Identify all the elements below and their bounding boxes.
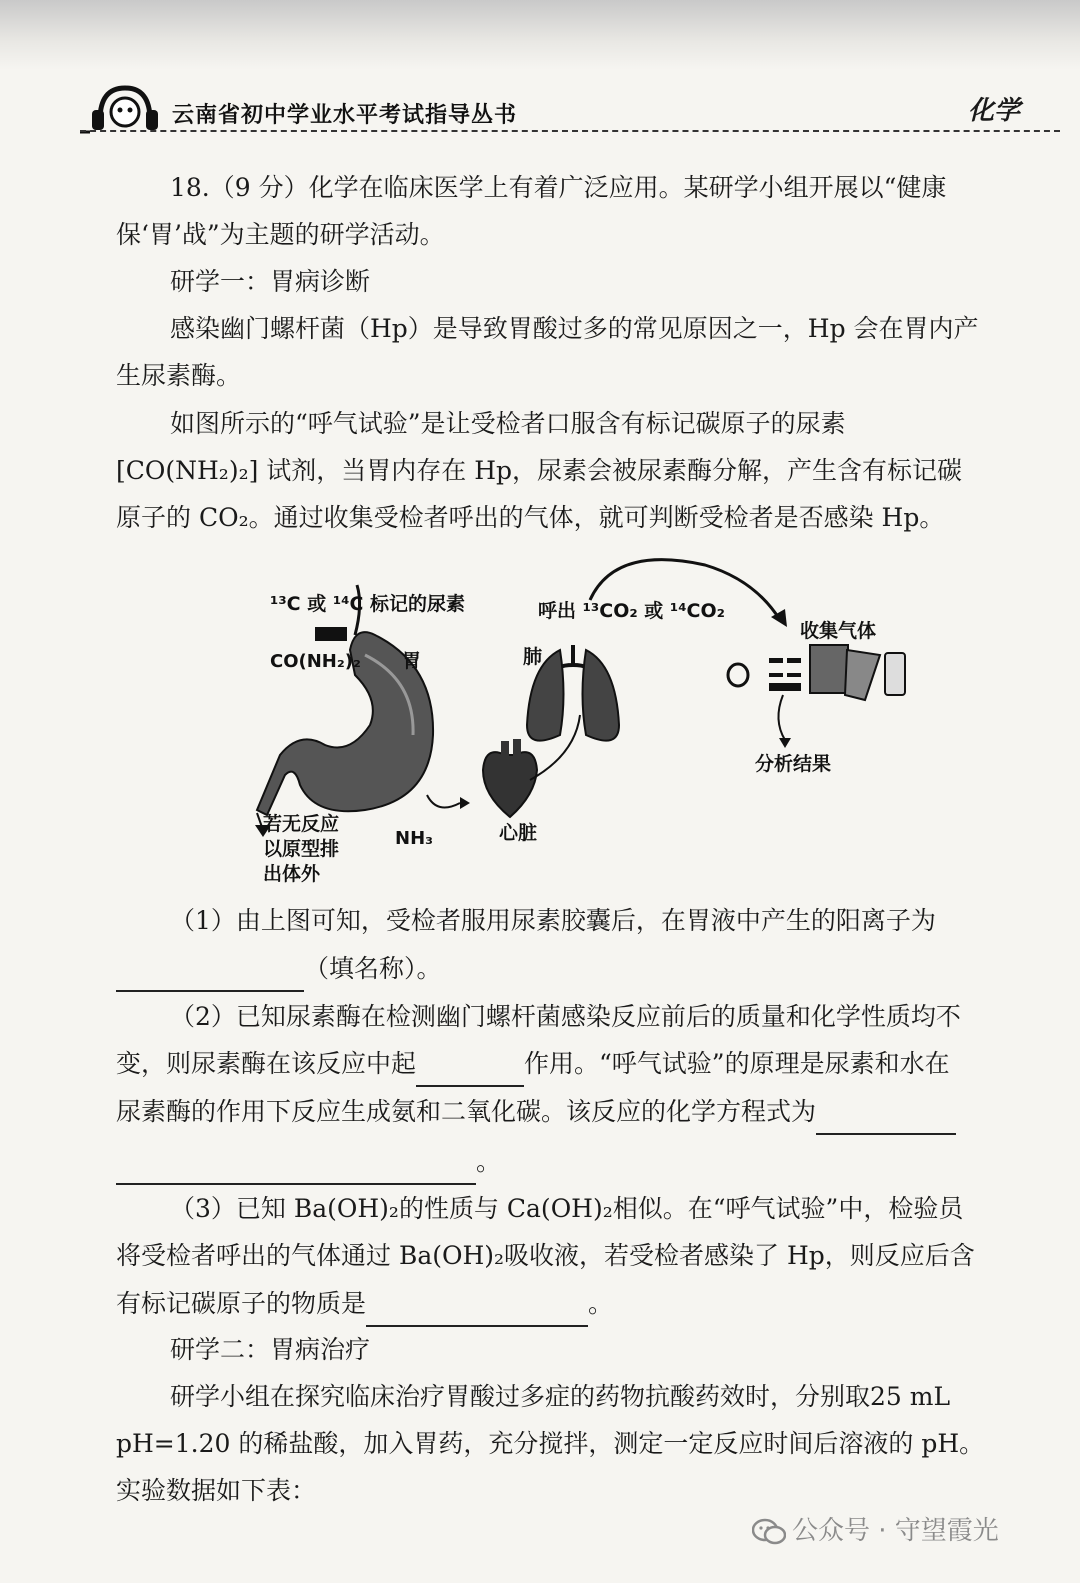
label-excrete-3: 出体外 xyxy=(263,863,321,885)
subject-label: 化学 xyxy=(967,96,1020,126)
sub-question-3-line-3 xyxy=(116,1280,1042,1327)
answer-blank-2[interactable] xyxy=(416,1055,524,1087)
label-nh3: NH₃ xyxy=(395,828,434,849)
breath-test-figure xyxy=(255,555,925,895)
sub-question-1-line-1: （1）由上图可知，受检者服用尿素胶囊后，在胃液中产生的阳离子为 xyxy=(170,906,936,935)
sub-question-2-line-4 xyxy=(116,1138,1042,1185)
label-excrete-2: 以原型排 xyxy=(263,838,340,860)
nh3-arrow-icon xyxy=(460,797,470,809)
sub-question-1-line-2 xyxy=(116,945,1042,992)
sub-question-3-line-1: （3）已知 Ba(OH)₂的性质与 Ca(OH)₂相似。在“呼气试验”中，检验员 xyxy=(170,1194,964,1223)
label-urea-formula: CO(NH₂)₂ xyxy=(270,651,361,672)
wechat-icon xyxy=(752,1518,786,1546)
sub-question-2-text-b: 作用。“呼气试验”的原理是尿素和水在 xyxy=(524,1049,950,1078)
sub-question-2-line-3 xyxy=(116,1088,1042,1135)
label-stomach: 胃 xyxy=(402,650,422,672)
sub-question-2-text-a: 变，则尿素酶在该反应中起 xyxy=(116,1049,417,1078)
label-lung: 肺 xyxy=(523,646,543,668)
header-divider xyxy=(80,130,1060,132)
paragraph-1-line-1: 感染幽门螺杆菌（Hp）是导致胃酸过多的常见原因之一，Hp 会在胃内产 xyxy=(170,314,979,343)
label-excrete-1: 若无反应 xyxy=(263,813,340,835)
sub-question-2-line-2 xyxy=(116,1040,1042,1087)
sub-question-2-text-c: 尿素酶的作用下反应生成氨和二氧化碳。该反应的化学方程式为 xyxy=(116,1097,817,1126)
section-2-line-2: pH=1.20 的稀盐酸，加入胃药，充分搅拌，测定一定反应时间后溶液的 pH。 xyxy=(116,1429,985,1458)
label-collect-gas: 收集气体 xyxy=(800,620,877,642)
sub-question-1-suffix: （填名称）。 xyxy=(304,954,442,983)
watermark-text: 公众号 · 守望霞光 xyxy=(792,1516,999,1546)
answer-blank-4[interactable] xyxy=(366,1295,588,1327)
label-heart: 心脏 xyxy=(499,822,538,844)
capsule-icon xyxy=(315,627,347,641)
section-2-line-1: 研学小组在探究临床治疗胃酸过多症的药物抗酸药效时，分别取25 mL xyxy=(170,1382,951,1411)
paragraph-2-line-2: [CO(NH₂)₂] 试剂，当胃内存在 Hp，尿素会被尿素酶分解，产生含有标记碳 xyxy=(116,456,963,485)
paragraph-1-line-2: 生尿素酶。 xyxy=(116,361,242,390)
watermark xyxy=(752,1510,999,1547)
answer-blank-3[interactable] xyxy=(816,1103,956,1135)
label-exhale-co2: 呼出 ¹³CO₂ 或 ¹⁴CO₂ xyxy=(538,600,725,622)
heart-icon xyxy=(483,739,537,817)
answer-blank-3-continued[interactable] xyxy=(116,1153,476,1185)
sub-question-3-line-2: 将受检者呼出的气体通过 Ba(OH)₂吸收液，若受检者感染了 Hp，则反应后含 xyxy=(116,1241,975,1270)
sub-question-2-line-1: （2）已知尿素酶在检测幽门螺杆菌感染反应前后的质量和化学性质均不 xyxy=(170,1002,961,1031)
headphone-logo-icon xyxy=(80,80,170,136)
question-intro-line-1: 18.（9 分）化学在临床医学上有着广泛应用。某研学小组开展以“健康 xyxy=(170,173,947,202)
section-2-line-3: 实验数据如下表： xyxy=(116,1476,317,1505)
section-1-title: 研学一：胃病诊断 xyxy=(170,267,371,296)
sub-question-3-end: 。 xyxy=(588,1289,614,1318)
section-2-title: 研学二：胃病治疗 xyxy=(170,1335,371,1364)
paragraph-2-line-1: 如图所示的“呼气试验”是让受检者口服含有标记碳原子的尿素 xyxy=(170,409,846,438)
book-series-title: 云南省初中学业水平考试指导丛书 xyxy=(172,103,518,128)
page-header xyxy=(80,80,1060,138)
answer-blank-1[interactable] xyxy=(116,960,304,992)
sub-question-2-end: 。 xyxy=(476,1147,502,1176)
result-arrow-icon xyxy=(779,738,791,748)
label-urea: ¹³C 或 ¹⁴C 标记的尿素 xyxy=(270,593,466,615)
label-analysis-result: 分析结果 xyxy=(755,753,832,775)
gas-collection-apparatus-icon xyxy=(728,645,905,700)
paragraph-2-line-3: 原子的 CO₂。通过收集受检者呼出的气体，就可判断受检者是否感染 Hp。 xyxy=(116,503,945,532)
page-top-shadow xyxy=(0,0,1080,70)
sub-question-3-text: 有标记碳原子的物质是 xyxy=(116,1289,367,1318)
question-intro-line-2: 保‘胃’战”为主题的研学活动。 xyxy=(116,220,445,249)
